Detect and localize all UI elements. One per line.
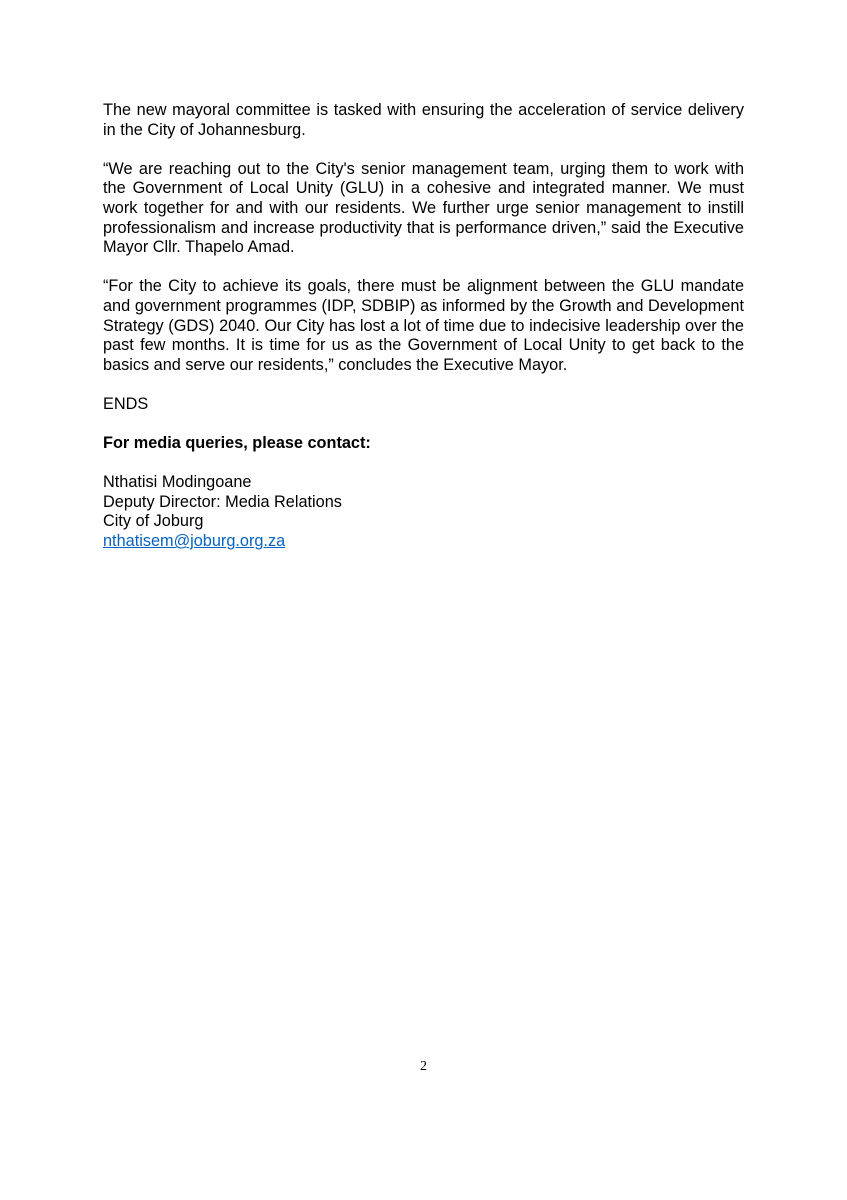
paragraph-senior-management-quote: “We are reaching out to the City's senior management team, urging them to work with the Government of Local Unity (GLU) in a cohesive and integrated manner. We must work together for and with our residents. We further urge senior management to instill professionalism and increase productivity that is performance driven,” said the Executive Mayor Cllr. Thapelo Amad.	[103, 159, 744, 257]
document-body	[103, 101, 744, 552]
media-queries-heading: For media queries, please contact:	[103, 434, 371, 453]
contact-title: Deputy Director: Media Relations	[103, 492, 342, 511]
page-number: 2	[420, 1059, 427, 1074]
contact-organization: City of Joburg	[103, 512, 204, 531]
paragraph-mayoral-committee: The new mayoral committee is tasked with ensuring the acceleration of service delivery in the City of Johannesburg.	[103, 101, 744, 139]
contact-email-link[interactable]: nthatisem@joburg.org.za	[103, 532, 286, 551]
contact-block	[103, 473, 744, 551]
ends-marker: ENDS	[103, 394, 149, 413]
paragraph-city-goals-quote: “For the City to achieve its goals, there must be alignment between the GLU mandate and government programmes (IDP, SDBIP) as informed by the Growth and Development Strategy (GDS) 2040. Our City has lost a lot of time due to indecisive leadership over the past few months. It is time for us as the Government of Local Unity to get back to the basics and serve our residents,” concludes the Executive Mayor.	[103, 277, 744, 374]
contact-name: Nthatisi Modingoane	[103, 473, 252, 492]
